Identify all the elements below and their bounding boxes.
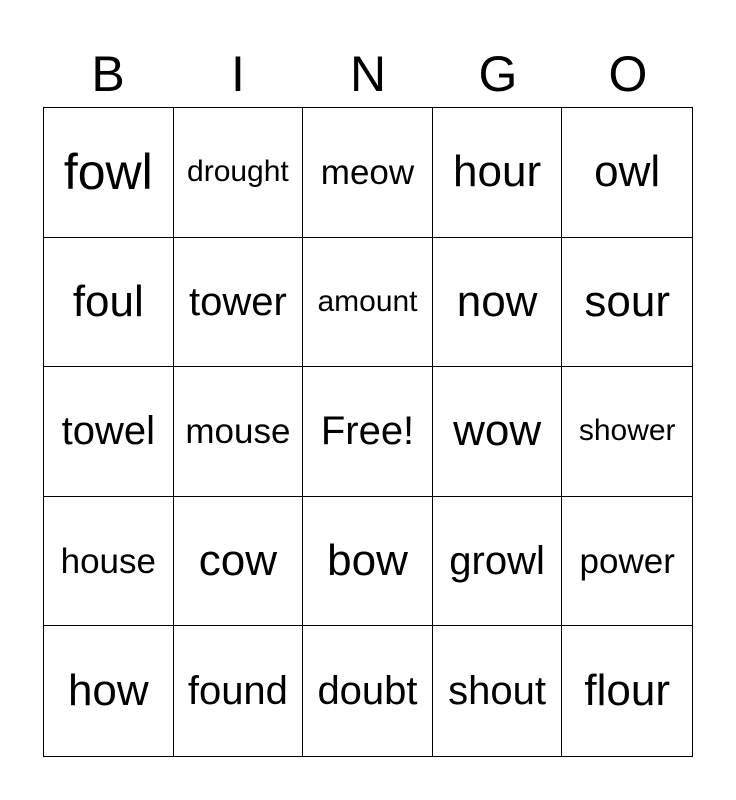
bingo-cell: sour xyxy=(562,238,692,368)
bingo-cell: power xyxy=(562,497,692,627)
bingo-cell: cow xyxy=(174,497,304,627)
bingo-cell: towel xyxy=(44,367,174,497)
header-letter-n: N xyxy=(349,46,387,102)
bingo-cell: fowl xyxy=(44,108,174,238)
header-letter-i: I xyxy=(231,46,245,102)
bingo-cell: owl xyxy=(562,108,692,238)
bingo-cell: how xyxy=(44,626,174,756)
header-letter-b: B xyxy=(91,46,125,102)
bingo-cell: foul xyxy=(44,238,174,368)
header-letter-o: O xyxy=(608,46,648,102)
bingo-cell: doubt xyxy=(303,626,433,756)
bingo-cell: wow xyxy=(433,367,563,497)
bingo-cell: mouse xyxy=(174,367,304,497)
bingo-cell: meow xyxy=(303,108,433,238)
free-space: Free! xyxy=(303,367,433,497)
bingo-cell: drought xyxy=(174,108,304,238)
bingo-header xyxy=(43,44,693,104)
bingo-cell: growl xyxy=(433,497,563,627)
bingo-cell: amount xyxy=(303,238,433,368)
bingo-cell: now xyxy=(433,238,563,368)
bingo-cell: shower xyxy=(562,367,692,497)
bingo-cell: tower xyxy=(174,238,304,368)
bingo-cell: bow xyxy=(303,497,433,627)
bingo-cell: house xyxy=(44,497,174,627)
bingo-board xyxy=(43,107,693,757)
bingo-cell: shout xyxy=(433,626,563,756)
bingo-cell: flour xyxy=(584,666,670,716)
header-letter-g: G xyxy=(478,46,518,102)
bingo-cell: found xyxy=(174,626,304,756)
bingo-cell: hour xyxy=(433,108,563,238)
